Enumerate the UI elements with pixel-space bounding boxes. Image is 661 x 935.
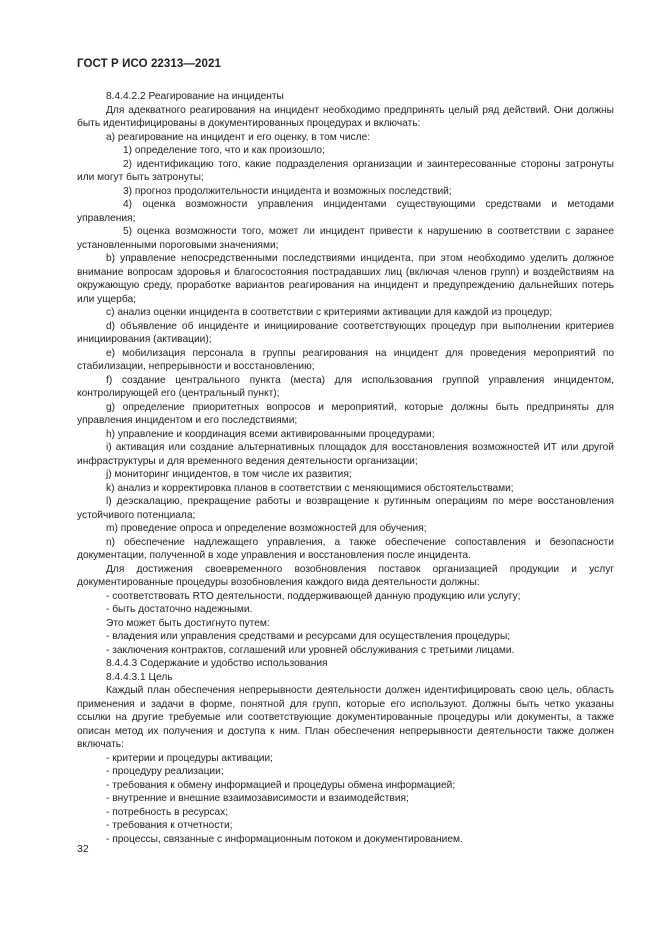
section-heading: 8.4.4.3 Содержание и удобство использования [106, 658, 328, 669]
list-subitem: 5) оценка возможности того, может ли инцидент привести к нарушению в соответствии с заранее установленными пороговыми значениями; [77, 226, 614, 251]
list-item: d) объявление об инциденте и инициирование соответствующих процедур при выполнении критериев инициирования (активации); [77, 320, 614, 345]
paragraph: Это может быть достигнуто путем: [106, 617, 270, 629]
page-number: 32 [77, 843, 89, 855]
bullet-item: - критерии и процедуры активации; [106, 752, 274, 764]
bullet-item: - процессы, связанные с информационным потоком и документированием. [106, 833, 463, 845]
list-item: g) определение приоритетных вопросов и мероприятий, которые должны быть предприняты для управления инцидентом и его последствиями; [77, 401, 614, 426]
list-subitem: 2) идентификацию того, какие подразделения организации и заинтересованные стороны затронуты или могут быть затронуты; [77, 158, 614, 183]
list-item: k) анализ и корректировка планов в соответствии с меняющимися обстоятельствами; [106, 482, 514, 494]
bullet-item: - потребность в ресурсах; [106, 806, 229, 818]
page-content [77, 90, 614, 846]
list-item: c) анализ оценки инцидента в соответствии с критериями активации для каждой из процедур; [106, 307, 553, 318]
bullet-item: - владения или управления средствами и ресурсами для осуществления процедуры; [106, 631, 511, 642]
list-item: n) обеспечение надлежащего управления, а также обеспечение сопоставления и безопасности документации, полученной в ходе управления и восстановления после инцидента. [77, 536, 614, 561]
section-heading: 8.4.4.2.2 Реагирование на инциденты [106, 91, 284, 102]
bullet-item: - требования к отчетности; [106, 820, 233, 831]
list-subitem: 4) оценка возможности управления инцидентами существующими средствами и методами управления; [77, 199, 614, 224]
list-item: h) управление и координация всеми активированными процедурами; [106, 428, 435, 440]
bullet-item: - заключения контрактов, соглашений или уровней обслуживания с третьими лицами. [106, 644, 515, 656]
document-header: ГОСТ Р ИСО 22313—2021 [77, 58, 222, 70]
list-item: f) создание центрального пункта (места) для использования группой управления инцидентом, контролирующей его (центральный пункт); [77, 374, 614, 399]
bullet-item: - внутренние и внешние взаимозависимости и взаимодействия; [106, 793, 409, 804]
section-heading: 8.4.4.3.1 Цель [106, 671, 173, 683]
list-item: а) реагирование на инцидент и его оценку, в том числе: [106, 131, 371, 143]
list-item: m) проведение опроса и определение возможностей для обучения; [106, 523, 427, 534]
bullet-item: - соответствовать RTO деятельности, поддерживающей данную продукцию или услугу; [106, 590, 521, 602]
list-item: l) деэскалацию, прекращение работы и возвращение к рутинным операциям по мере восстановления устойчивого потенциала; [77, 496, 614, 521]
bullet-item: - быть достаточно надежными. [106, 604, 253, 615]
list-subitem: 1) определение того, что и как произошло; [123, 145, 325, 156]
list-item: b) управление непосредственными последствиями инцидента, при этом необходимо уделить должное внимание вопросам здоровья и благосостояния пострадавших лиц (включая членов групп) и воздействиям на окружающую среду, проработке вариантов реагирования на инцидент и предупреждению дальнейших потерь или ущерба; [77, 253, 614, 305]
paragraph: Для адекватного реагирования на инцидент необходимо предпринять целый ряд действий. Они должны быть идентифицированы в документированных процедурах и включать: [77, 104, 614, 129]
bullet-item: - процедуру реализации; [106, 766, 224, 777]
list-item: i) активация или создание альтернативных площадок для восстановления возможностей ИТ или другой инфраструктуры и для временного ведения деятельности организации; [77, 442, 614, 467]
bullet-item: - требования к обмену информацией и процедуры обмена информацией; [106, 779, 456, 791]
list-item: e) мобилизация персонала в группы реагирования на инцидент для проведения мероприятий по стабилизации, непрерывности и восстановлению; [77, 347, 614, 372]
list-subitem: 3) прогноз продолжительности инцидента и возможных последствий; [123, 185, 452, 197]
list-item: j) мониторинг инцидентов, в том числе их развития; [106, 469, 352, 480]
paragraph: Каждый план обеспечения непрерывности деятельности должен идентифицировать свою цель, область применения и задачи в форме, понятной для групп, которые его используют. Должны быть четко указаны ссылки на другие требуемые или соответствующие документированные процедуры или документы, а также описан метод их получения и доступа к ним. План обеспечения непрерывности деятельности также должен включать: [77, 685, 614, 750]
paragraph: Для достижения своевременного возобновления поставок организацией продукции и услуг документированные процедуры возобновления каждого вида деятельности должны: [77, 563, 614, 588]
